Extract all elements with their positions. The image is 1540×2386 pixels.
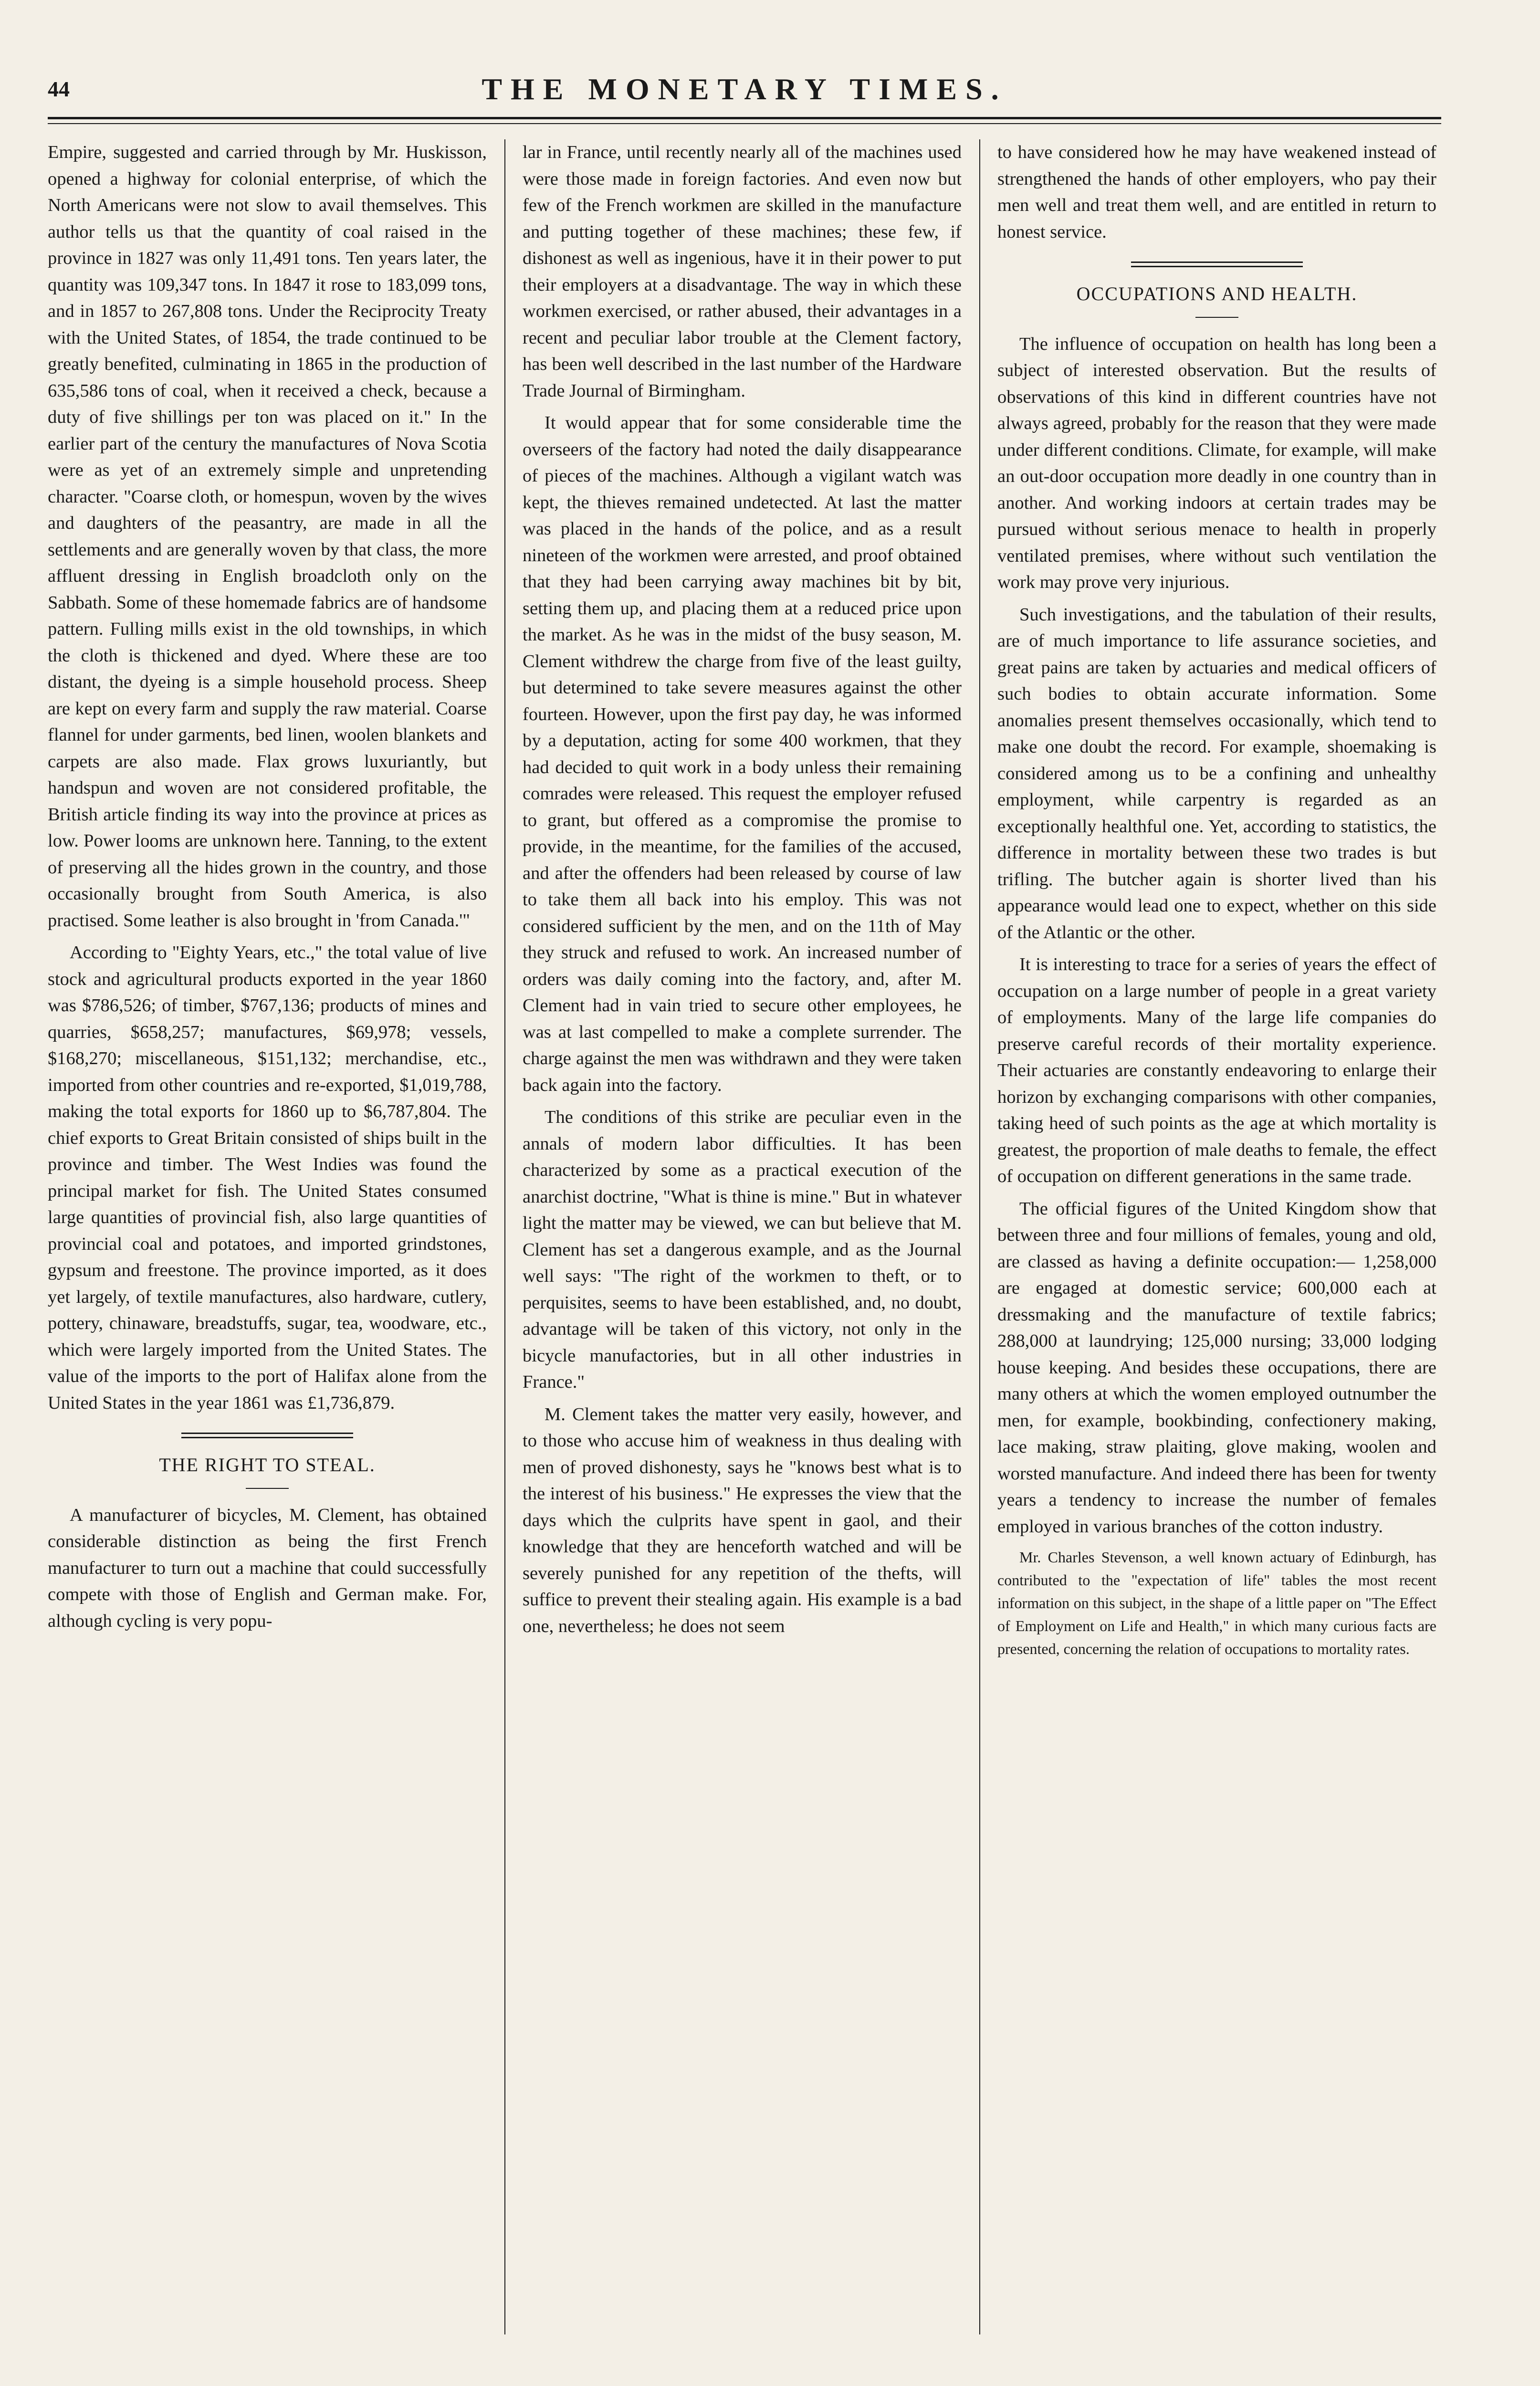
heading-rule bbox=[1195, 317, 1238, 318]
header-rule-thin bbox=[48, 123, 1441, 124]
paragraph: A manufacturer of bicycles, M. Clement, has obtained considerable distinction as being the first French manufacturer to turn out a machine that could successfully compete with those of English and German make. For, although cycling is very popu- bbox=[48, 1505, 487, 1631]
column-2 bbox=[523, 139, 962, 1645]
paragraph: lar in France, until recently nearly all of the machines used were those made in foreign factories. And even now but few of the French workmen are skilled in the manufacture and putting together of these machines; these few, if dishonest as well as ingenious, have it in their power to put their employers at a disadvantage. The way in which these workmen exercised, or rather abused, their advantages in a recent and peculiar labor trouble at the Clement factory, has been well described in the last number of the Hardware Trade Journal of Birmingham. bbox=[523, 142, 962, 401]
page-header bbox=[48, 62, 1441, 119]
small-print-block bbox=[997, 1546, 1436, 1660]
paragraph: to have considered how he may have weakened instead of strengthened the hands of other employers, who pay their men well and treat them well, and are entitled in return to honest service. bbox=[997, 142, 1436, 242]
section-divider bbox=[181, 1433, 353, 1438]
article-heading: THE RIGHT TO STEAL. bbox=[159, 1454, 376, 1476]
paragraph: It would appear that for some considerable time the overseers of the factory had noted the daily disappearance of pieces of the machines. Although a vigilant watch was kept, the thieves remained undetected. At last the matter was placed in the hands of the police, and as a result nineteen of the workmen were arrested, and proof obtained that they had been carrying away machines bit by bit, setting them up, and placing them at a reduced price upon the market. As he was in the midst of the busy season, M. Clement withdrew the charge from five of the least guilty, but determined to take severe measures against the other fourteen. However, upon the first pay day, he was informed by a deputation, acting for some 400 workmen, that they had decided to quit work in a body unless their remaining comrades were released. This request the employer refused to grant, but offered as a compromise the promise to provide, in the meantime, for the families of the accused, and after the offenders had been released by course of law to take them all back into his employ. This was not considered sufficient by the men, and on the 11th of May they struck and refused to work. An increased number of orders was daily coming into the factory, and, after M. Clement had in vain tried to secure other employees, he was at last compelled to make a complete surrender. The charge against the men was withdrawn and they were taken back again into the factory. bbox=[523, 413, 962, 1095]
paragraph: The conditions of this strike are peculiar even in the annals of modern labor difficulties. It has been characterized by some as a practical execution of the anarchist doctrine, "What is thine is mine." But in whatever light the matter may be viewed, we can but believe that M. Clement has set a dangerous example, and as the Journal well says: "The right of the workmen to theft, or to perquisites, seems to have been established, and, no doubt, advantage will be taken of this victory, not only in the bicycle manufactories, but in all other industries in France." bbox=[523, 1107, 962, 1392]
masthead-title: THE MONETARY TIMES. bbox=[482, 72, 1007, 106]
paragraph: It is interesting to trace for a series of years the effect of occupation on a large number of people in a great variety of employments. Many of the large life companies do preserve careful records of their mortality experience. Their actuaries are constantly endeavoring to enlarge their horizon by exchanging comparisons with other companies, taking heed of such points as the age at which mortality is greatest, the proportion of male deaths to female, the effect of occupation on different generations in the same trade. bbox=[997, 954, 1436, 1186]
article-heading: OCCUPATIONS AND HEALTH. bbox=[1076, 283, 1358, 304]
paragraph: Mr. Charles Stevenson, a well known actuary of Edinburgh, has contributed to the "expectation of life" tables the most recent information on this subject, in the shape of a little paper on "The Effect of Employment on Life and Health," in which many curious facts are presented, concerning the relation of occupations to mortality rates. bbox=[997, 1549, 1436, 1657]
column-divider bbox=[504, 139, 505, 2334]
paragraph: The influence of occupation on health has long been a subject of interested observation. But the results of observations of this kind in different countries have not always agreed, probably for the reason that they were made under different conditions. Climate, for example, will make an out-door occupation more deadly in one country than in another. And working indoors at certain trades may be pursued without serious menace to health in properly ventilated premises, where without such ventilation the work may prove very injurious. bbox=[997, 334, 1436, 592]
column-1 bbox=[48, 139, 487, 1640]
header-rule-thick bbox=[48, 117, 1441, 119]
paragraph: M. Clement takes the matter very easily, however, and to those who accuse him of weakness in thus dealing with men of proved dishonesty, says he "knows best what is to the interest of his business." He expresses the view that the days which the culprits have spent in gaol, and their knowledge that they are henceforth watched and will be severely punished for any repetition of the thefts, will suffice to prevent their stealing again. His example is a bad one, nevertheless; he does not seem bbox=[523, 1404, 962, 1636]
heading-rule bbox=[246, 1488, 289, 1489]
column-divider bbox=[979, 139, 980, 2334]
paragraph: The official figures of the United Kingdom show that between three and four millions of females, young and old, are classed as having a definite occupation:— 1,258,000 are engaged at domestic service; 600,000 each at dressmaking and the manufacture of textile fabrics; 288,000 at laundrying; 125,000 nursing; 33,000 lodging house keeping. And besides these occupations, there are many others at which the women employed outnumber the men, for example, bookbinding, confectionery making, lace making, straw plaiting, glove making, woolen and worsted manufacture. And indeed there has been for twenty years a tendency to increase the number of females employed in various branches of the cotton industry. bbox=[997, 1198, 1436, 1537]
paragraph: Such investigations, and the tabulation of their results, are of much importance to life assurance societies, and great pains are taken by actuaries and medical officers of such bodies to obtain accurate information. Some anomalies present themselves occasionally, which tend to make one doubt the record. For example, shoemaking is considered among us to be a confining and unhealthy employment, while carpentry is regarded as an exceptionally healthful one. Yet, according to statistics, the difference in mortality between these two trades is but trifling. The butcher again is shorter lived than his appearance would lead one to expect, whether on this side of the Atlantic or the other. bbox=[997, 604, 1436, 942]
column-3 bbox=[997, 139, 1436, 1666]
page-number: 44 bbox=[48, 77, 70, 101]
section-divider bbox=[1131, 262, 1303, 267]
paragraph: Empire, suggested and carried through by Mr. Huskisson, opened a highway for colonial enterprise, of which the North Americans were not slow to avail themselves. This author tells us that the quantity of coal raised in the province in 1827 was only 11,491 tons. Ten years later, the quantity was 109,347 tons. In 1847 it rose to 183,099 tons, and in 1857 to 267,808 tons. Under the Reciprocity Treaty with the United States, of 1854, the trade continued to be greatly benefited, culminating in 1865 in the production of 635,586 tons of coal, when it received a check, because a duty of five shillings per ton was placed on it." In the earlier part of the century the manufactures of Nova Scotia were as yet of an extremely simple and unpretending character. "Coarse cloth, or homespun, woven by the wives and daughters of the peasantry, are made in all the settlements and are generally woven by that class, the more affluent dressing in English broadcloth only on the Sabbath. Some of these homemade fabrics are of handsome pattern. Fulling mills exist in the old townships, in which the cloth is thickened and dyed. Where these are too distant, the dyeing is a simple household process. Sheep are kept on every farm and supply the raw material. Coarse flannel for under garments, bed linen, woolen blankets and carpets are also made. Flax grows luxuriantly, but handspun and woven are not considered profitable, the British article finding its way into the province at prices as low. Power looms are unknown here. Tanning, to the extent of preserving all the hides grown in the country, and those occasionally brought from South America, is also practised. Some leather is also brought in 'from Canada.'" bbox=[48, 142, 487, 931]
newspaper-page bbox=[48, 57, 1441, 2362]
paragraph: According to "Eighty Years, etc.," the total value of live stock and agricultural products exported in the year 1860 was $786,526; of timber, $767,136; products of mines and quarries, $658,257; manufactures, $69,978; vessels, $168,270; miscellaneous, $151,132; merchandise, etc., imported from other countries and re-exported, $1,019,788, making the total exports for 1860 up to $6,787,804. The chief exports to Great Britain consisted of ships built in the province and timber. The West Indies was found the principal market for fish. The United States consumed large quantities of provincial fish, also large quantities of provincial coal and potatoes, and imported grindstones, gypsum and freestone. The province imported, as it does yet largely, of textile manufactures, also hardware, cutlery, pottery, chinaware, breadstuffs, sugar, tea, woodware, etc., which were largely imported from the United States. The value of the imports to the port of Halifax alone from the United States in the year 1861 was £1,736,879. bbox=[48, 942, 487, 1413]
